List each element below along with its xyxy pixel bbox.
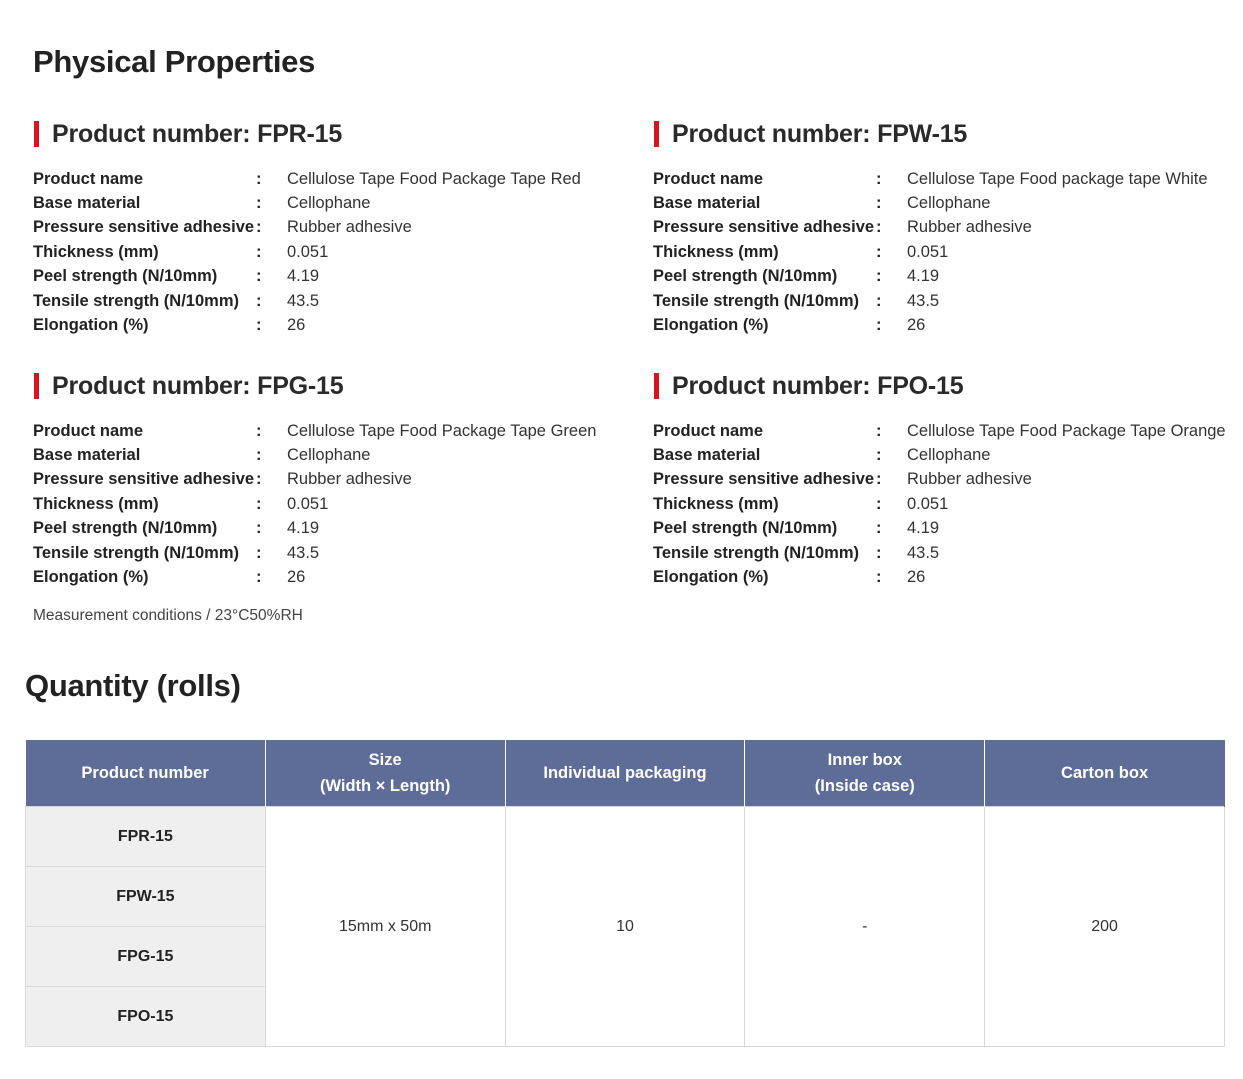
header-text: Size bbox=[368, 751, 402, 769]
product-number-cell: FPO-15 bbox=[26, 987, 266, 1047]
spec-row bbox=[33, 443, 623, 467]
product-title-text: Product number: FPW-15 bbox=[672, 119, 968, 148]
spec-separator: : bbox=[876, 519, 882, 538]
spec-label: Pressure sensitive adhesive bbox=[33, 470, 255, 489]
spec-row bbox=[33, 167, 623, 191]
spec-separator: : bbox=[876, 568, 882, 587]
spec-row bbox=[33, 492, 623, 516]
header-text: (Inside case) bbox=[814, 777, 915, 795]
spec-label: Peel strength (N/10mm) bbox=[653, 519, 838, 538]
product-title-text: Product number: FPR-15 bbox=[52, 119, 343, 148]
spec-row bbox=[653, 191, 1243, 215]
spec-value: Cellulose Tape Food Package Tape Green bbox=[287, 421, 597, 440]
spec-row bbox=[33, 216, 623, 240]
spec-label: Thickness (mm) bbox=[653, 242, 779, 261]
header-text: Inner box bbox=[827, 751, 902, 769]
spec-row bbox=[33, 541, 623, 565]
spec-row bbox=[33, 191, 623, 215]
spec-value: 26 bbox=[907, 568, 926, 587]
spec-value: 0.051 bbox=[287, 242, 329, 261]
product-title-text: Product number: FPO-15 bbox=[672, 371, 964, 400]
header-inner-box bbox=[745, 740, 985, 807]
spec-separator: : bbox=[256, 291, 262, 310]
spec-label: Product name bbox=[653, 169, 764, 188]
spec-separator: : bbox=[876, 543, 882, 562]
spec-label: Tensile strength (N/10mm) bbox=[653, 543, 859, 562]
spec-label: Product name bbox=[653, 421, 764, 440]
inner-box-cell: - bbox=[745, 807, 985, 1047]
spec-separator: : bbox=[876, 470, 882, 489]
header-text: Product number bbox=[81, 764, 209, 782]
product-number-cell: FPR-15 bbox=[26, 807, 266, 867]
spec-value: Cellophane bbox=[907, 194, 991, 213]
spec-separator: : bbox=[256, 316, 262, 335]
spec-value: Rubber adhesive bbox=[907, 470, 1032, 489]
spec-separator: : bbox=[256, 470, 262, 489]
spec-separator: : bbox=[876, 218, 882, 237]
spec-separator: : bbox=[256, 543, 262, 562]
spec-value: 0.051 bbox=[287, 494, 329, 513]
header-text: Carton box bbox=[1061, 764, 1149, 782]
product-block-fpo-15 bbox=[653, 371, 1243, 590]
product-block-fpr-15 bbox=[33, 119, 623, 338]
spec-label: Product name bbox=[33, 169, 144, 188]
spec-label: Base material bbox=[653, 446, 761, 465]
spec-separator: : bbox=[256, 218, 262, 237]
spec-label: Elongation (%) bbox=[33, 316, 149, 335]
table-row bbox=[26, 807, 1225, 867]
spec-value: Rubber adhesive bbox=[287, 470, 412, 489]
product-block-fpw-15 bbox=[653, 119, 1243, 338]
spec-label: Pressure sensitive adhesive bbox=[33, 218, 255, 237]
spec-value: Cellulose Tape Food package tape White bbox=[907, 169, 1208, 188]
spec-list bbox=[653, 419, 1243, 590]
spec-row bbox=[33, 265, 623, 289]
spec-value: 26 bbox=[287, 568, 306, 587]
spec-value: Cellulose Tape Food Package Tape Red bbox=[287, 169, 581, 188]
spec-label: Peel strength (N/10mm) bbox=[33, 519, 218, 538]
spec-separator: : bbox=[256, 494, 262, 513]
product-title bbox=[33, 371, 623, 401]
spec-value: Cellulose Tape Food Package Tape Orange bbox=[907, 421, 1226, 440]
spec-label: Tensile strength (N/10mm) bbox=[33, 291, 239, 310]
product-number-cell: FPW-15 bbox=[26, 867, 266, 927]
spec-separator: : bbox=[256, 519, 262, 538]
spec-separator: : bbox=[876, 169, 882, 188]
spec-separator: : bbox=[256, 267, 262, 286]
spec-value: 43.5 bbox=[907, 291, 940, 310]
spec-separator: : bbox=[876, 242, 882, 261]
spec-separator: : bbox=[256, 242, 262, 261]
product-block-fpg-15 bbox=[33, 371, 623, 590]
spec-row bbox=[653, 468, 1243, 492]
spec-separator: : bbox=[256, 194, 262, 213]
header-individual-packaging bbox=[505, 740, 745, 807]
spec-row bbox=[653, 289, 1243, 313]
spec-separator: : bbox=[876, 267, 882, 286]
spec-separator: : bbox=[256, 446, 262, 465]
spec-label: Base material bbox=[33, 446, 141, 465]
spec-row bbox=[653, 517, 1243, 541]
spec-label: Pressure sensitive adhesive bbox=[653, 218, 875, 237]
individual-packaging-cell: 10 bbox=[505, 807, 745, 1047]
quantity-table bbox=[25, 740, 1225, 1047]
spec-label: Product name bbox=[33, 421, 144, 440]
spec-value: 0.051 bbox=[907, 242, 949, 261]
spec-value: 4.19 bbox=[287, 519, 320, 538]
spec-value: 26 bbox=[287, 316, 306, 335]
header-text: (Width × Length) bbox=[319, 777, 451, 795]
spec-label: Thickness (mm) bbox=[33, 494, 159, 513]
spec-row bbox=[33, 419, 623, 443]
accent-bar bbox=[34, 121, 39, 147]
spec-value: Cellophane bbox=[287, 446, 371, 465]
spec-value: 4.19 bbox=[907, 267, 940, 286]
accent-bar bbox=[654, 373, 659, 399]
accent-bar bbox=[654, 121, 659, 147]
spec-label: Base material bbox=[653, 194, 761, 213]
spec-value: 4.19 bbox=[287, 267, 320, 286]
spec-value: Cellophane bbox=[287, 194, 371, 213]
spec-row bbox=[33, 289, 623, 313]
header-size bbox=[265, 740, 505, 807]
spec-row bbox=[33, 240, 623, 264]
size-cell: 15mm x 50m bbox=[265, 807, 505, 1047]
spec-row bbox=[33, 313, 623, 337]
spec-value: 43.5 bbox=[287, 291, 320, 310]
spec-value: Rubber adhesive bbox=[287, 218, 412, 237]
spec-separator: : bbox=[876, 494, 882, 513]
product-number-cell: FPG-15 bbox=[26, 927, 266, 987]
spec-list bbox=[653, 167, 1243, 338]
spec-row bbox=[653, 541, 1243, 565]
spec-value: 4.19 bbox=[907, 519, 940, 538]
spec-separator: : bbox=[256, 169, 262, 188]
spec-row bbox=[653, 443, 1243, 467]
product-title bbox=[653, 371, 1243, 401]
spec-row bbox=[653, 216, 1243, 240]
spec-separator: : bbox=[876, 446, 882, 465]
spec-separator: : bbox=[256, 421, 262, 440]
spec-label: Thickness (mm) bbox=[33, 242, 159, 261]
spec-label: Elongation (%) bbox=[653, 316, 769, 335]
spec-row bbox=[33, 565, 623, 589]
spec-row bbox=[653, 313, 1243, 337]
spec-row bbox=[653, 565, 1243, 589]
spec-value: 43.5 bbox=[907, 543, 940, 562]
physical-properties-heading: Physical Properties bbox=[33, 44, 316, 79]
product-title bbox=[33, 119, 623, 149]
spec-label: Elongation (%) bbox=[653, 568, 769, 587]
table-header-row bbox=[26, 740, 1225, 807]
spec-label: Elongation (%) bbox=[33, 568, 149, 587]
product-title-text: Product number: FPG-15 bbox=[52, 371, 344, 400]
header-text: Individual packaging bbox=[543, 764, 707, 782]
spec-value: Cellophane bbox=[907, 446, 991, 465]
spec-label: Tensile strength (N/10mm) bbox=[33, 543, 239, 562]
product-title bbox=[653, 119, 1243, 149]
spec-label: Thickness (mm) bbox=[653, 494, 779, 513]
header-product-number bbox=[26, 740, 266, 807]
header-carton-box bbox=[985, 740, 1225, 807]
quantity-heading: Quantity (rolls) bbox=[25, 668, 241, 703]
spec-separator: : bbox=[256, 568, 262, 587]
spec-label: Base material bbox=[33, 194, 141, 213]
spec-row bbox=[33, 468, 623, 492]
spec-label: Peel strength (N/10mm) bbox=[33, 267, 218, 286]
spec-separator: : bbox=[876, 316, 882, 335]
spec-value: 43.5 bbox=[287, 543, 320, 562]
spec-separator: : bbox=[876, 421, 882, 440]
spec-list bbox=[33, 419, 623, 590]
spec-separator: : bbox=[876, 194, 882, 213]
spec-row bbox=[33, 517, 623, 541]
spec-label: Pressure sensitive adhesive bbox=[653, 470, 875, 489]
spec-row bbox=[653, 240, 1243, 264]
spec-value: Rubber adhesive bbox=[907, 218, 1032, 237]
spec-value: 0.051 bbox=[907, 494, 949, 513]
spec-separator: : bbox=[876, 291, 882, 310]
accent-bar bbox=[34, 373, 39, 399]
spec-row bbox=[653, 492, 1243, 516]
spec-row bbox=[653, 419, 1243, 443]
spec-label: Peel strength (N/10mm) bbox=[653, 267, 838, 286]
carton-box-cell: 200 bbox=[985, 807, 1225, 1047]
spec-list bbox=[33, 167, 623, 338]
measurement-note: Measurement conditions / 23°C50%RH bbox=[33, 607, 303, 624]
spec-row bbox=[653, 265, 1243, 289]
spec-row bbox=[653, 167, 1243, 191]
spec-value: 26 bbox=[907, 316, 926, 335]
spec-label: Tensile strength (N/10mm) bbox=[653, 291, 859, 310]
